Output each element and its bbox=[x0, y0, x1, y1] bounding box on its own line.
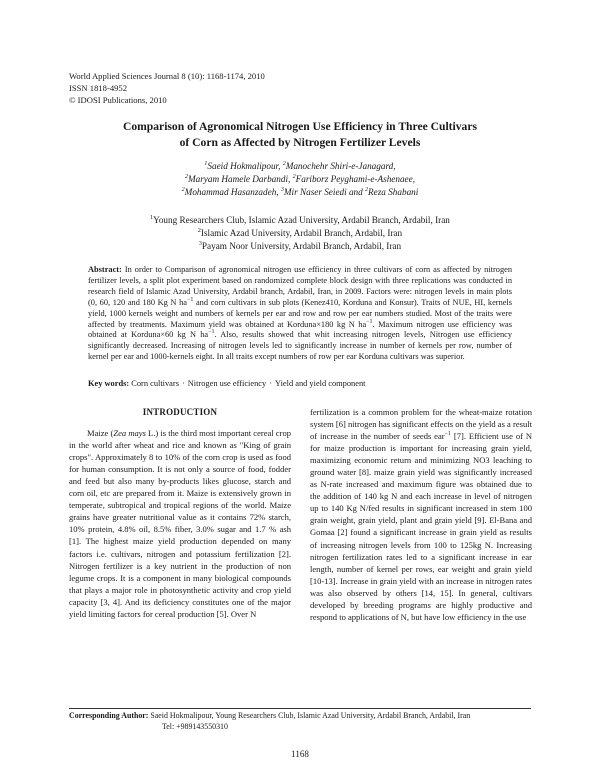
author-name: Maryam Hamele Darbandi, bbox=[187, 174, 293, 184]
corresponding-author-line bbox=[69, 711, 470, 722]
author-sup: 3 bbox=[280, 186, 284, 193]
corresponding-author-tel: Tel: +989143550310 bbox=[162, 721, 228, 731]
affiliation-text: Payam Noor University, Ardabil Branch, Ardabil, Iran bbox=[201, 241, 402, 251]
author-line-1 bbox=[60, 160, 540, 173]
keyword-separator: · bbox=[181, 379, 185, 388]
intro-paragraph bbox=[69, 427, 291, 620]
abstract-text: and corn cultivars in sub plots (Kenez410, Korduna and Konsur). Traits of NUE, HI, kernels yield, 1000 kernels weight and numbers of kernels per ear and row and row per ear numbers studied. Most of the traits were affected by treatments. Maximum yield was obtained at Korduna×180 kg N ha bbox=[88, 297, 513, 329]
journal-citation: World Applied Sciences Journal 8 (10): 1168-1174, 2010 bbox=[69, 71, 265, 81]
affiliation-sup: 1 bbox=[150, 214, 154, 221]
author-name: Reza Shabani bbox=[368, 187, 419, 197]
intro-paragraph-continued bbox=[310, 406, 532, 623]
author-name: Mir Naser Seiedi and bbox=[283, 187, 366, 197]
affiliation-text: Young Researchers Club, Islamic Azad University, Ardabil Branch, Ardabil, Iran bbox=[153, 215, 450, 225]
author-sup: 2 bbox=[292, 173, 296, 180]
abstract-sup: −1 bbox=[208, 329, 215, 336]
right-column bbox=[310, 406, 532, 623]
affiliation-text: Islamic Azad University, Ardabil Branch, Ardabil, Iran bbox=[200, 228, 403, 238]
author-name: Saeid Hokmalipour, bbox=[207, 161, 283, 171]
author-sup: 2 bbox=[184, 173, 188, 180]
intro-text: [7]. Efficient use of N for maize production is important for increasing grain yield, maximizing economic return and minimizing NO3 leaching to ground water [8]. maize grain yield was significantly increased as N-rate increased and maximum figure was obtained due to the addition of 140 kg N and each increase in level of nitrogen up to 140 Kg N/fed results in significant increased in stem 100 grain weight, grain yield, plant and grain yield [9]. El-Bana and Gomaa [2] found a significant increase in grain yield as results of increasing nitrogen levels from 100 to 125kg N. Increasing nitrogen fertilization rates led to a significant increase in ear length, number of kernel per rows, ear weight and grain yield [10-13]. Increase in grain yield with an increase in nitrogen rates was also observed by others [14, 15]. In general, cultivars developed by breeding programs are highly productive and respond to applications of N, but have low efficiency in the use bbox=[310, 431, 532, 622]
author-sup: 2 bbox=[282, 160, 286, 167]
author-name: Mohammad Hasanzadeh, bbox=[184, 187, 281, 197]
title-line-1: Comparison of Agronomical Nitrogen Use Efficiency in Three Cultivars bbox=[122, 120, 478, 133]
author-name: Manochehr Shiri-e-Janagard, bbox=[285, 161, 396, 171]
page-number: 1168 bbox=[291, 749, 309, 759]
intro-text: L.) is the third most important cereal crop in the world after wheat and rice and known as "King of grain crops". Approximately 8 to 10% of the corn crop is used as food for human consumption. It is not only a source of food, fodder and feed but also many by-products likes glucose, starch and corn oil, etc are prepared from it. Maize is extensively grown in temperate, subtropical and tropical regions of the world. Maize grains have greater nutritional value as it contains 72% starch, 10% protein, 4.8% oil, 8.5% fiber, 3.0% sugar and 1.7 % ash [1]. The highest maize yield production depended on many factors i.e. cultivars, nitrogen and potassium fertilization [2]. Nitrogen fertilizer is a key nutrient in the production of non legume crops. It is a component in many biological compounds that plays a major role in photosynthetic activity and crop yield capacity [3, 4]. And its deficiency constitutes one of the major yield limiting factors for cereal production [5]. Over N bbox=[69, 428, 291, 619]
left-column bbox=[69, 406, 291, 620]
affiliation-item bbox=[60, 240, 540, 253]
author-list bbox=[60, 160, 540, 199]
journal-copyright: © IDOSI Publications, 2010 bbox=[69, 95, 167, 105]
journal-issn: ISSN 1818-4952 bbox=[69, 83, 128, 93]
author-line-2 bbox=[60, 173, 540, 186]
intro-sup: −1 bbox=[444, 431, 452, 438]
corresponding-author-text: Saeid Hokmalipour, Young Researchers Club, Islamic Azad University, Ardabil Branch, Ardabil, Iran bbox=[148, 711, 471, 720]
abstract-sup: −1 bbox=[366, 318, 373, 325]
author-sup: 2 bbox=[181, 186, 185, 193]
affiliation-item bbox=[60, 227, 540, 240]
keyword-separator: · bbox=[269, 379, 272, 388]
abstract-text: . Maximum nitrogen use efficiency was obtained at Korduna×60 kg N ha bbox=[88, 319, 512, 340]
affiliation-item bbox=[60, 214, 540, 227]
abstract-label: Abstract: bbox=[88, 265, 122, 274]
journal-info bbox=[69, 70, 265, 106]
keywords-label: Key words: bbox=[88, 379, 130, 388]
intro-text: fertilization is a common problem for the wheat-maize rotation system [6] nitrogen has significant effects on the yield as a result of increase in the number of seeds ear bbox=[310, 407, 532, 442]
section-heading-introduction: INTRODUCTION bbox=[142, 407, 218, 417]
paper-title bbox=[60, 119, 540, 151]
abstract-text: In order to Comparison of agronomical nitrogen use efficiency in three cultivars of corn as affected by nitrogen fertilizer levels, a split plot experiment based on randomized complete block design with three replications was conducted in research field of Islamic Azad University, Ardabil branch, Ardabil, Iran, in 2009. Factors were: nitrogen levels in main plots (0, 60, 120 and 180 Kg N ha bbox=[88, 265, 512, 307]
author-line-3 bbox=[60, 186, 540, 199]
title-line-2: of Corn as Affected by Nitrogen Fertilizer Levels bbox=[179, 136, 421, 149]
affiliation-list bbox=[60, 214, 540, 253]
keyword-item: Yield and yield component bbox=[275, 379, 366, 388]
abstract-sup: −1 bbox=[186, 296, 194, 303]
species-name: Zea mays bbox=[113, 428, 146, 439]
intro-text: Maize ( bbox=[87, 428, 114, 439]
abstract bbox=[88, 265, 512, 363]
author-sup: 2 bbox=[365, 186, 369, 193]
corresponding-author bbox=[69, 711, 470, 732]
keywords bbox=[88, 378, 512, 389]
abstract-text: . Also, results showed that whit increasing nitrogen levels, Nitrogen use efficiency significantly decreased. Increasing of nitrogen levels led to significantly increase in number of kernels per row, number of kernel per ear and 1000-kernels eight. In all traits except numbers of row per ear Korduna cultivars was superior. bbox=[88, 330, 513, 362]
corresponding-author-label: Corresponding Author: bbox=[69, 711, 149, 720]
author-sup: 1 bbox=[204, 160, 208, 167]
keyword-item: Corn cultivars bbox=[131, 379, 179, 388]
author-name: Fariborz Peyghami-e-Ashenaee, bbox=[295, 174, 416, 184]
footer-divider bbox=[69, 708, 531, 709]
affiliation-sup: 3 bbox=[198, 240, 202, 247]
keyword-item: Nitrogen use efficiency bbox=[187, 379, 267, 388]
affiliation-sup: 2 bbox=[197, 227, 201, 234]
